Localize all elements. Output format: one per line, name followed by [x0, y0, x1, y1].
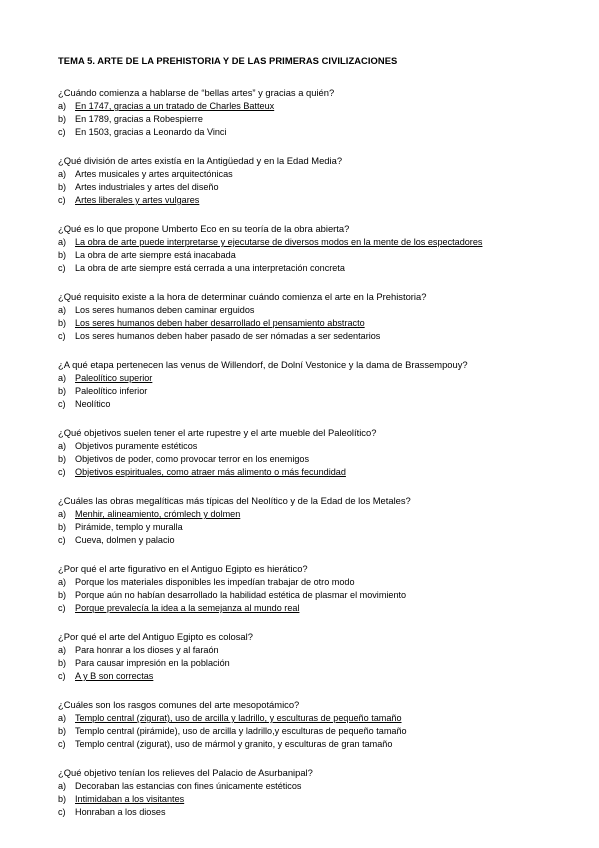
answer-option — [58, 453, 548, 466]
answer-option — [58, 793, 548, 806]
answer-option — [58, 534, 548, 547]
option-letter: b) — [58, 182, 67, 192]
question-text: ¿Qué objetivo tenían los relieves del Palacio de Asurbanipal? — [58, 767, 313, 778]
option-letter: c) — [58, 399, 66, 409]
option-letter: b) — [58, 114, 67, 124]
question-text: ¿A qué etapa pertenecen las venus de Willendorf, de Dolní Vestonice y la dama de Brassempouy? — [58, 359, 468, 370]
option-letter: b) — [58, 454, 67, 464]
option-letter: b) — [58, 522, 67, 532]
answer-option — [58, 330, 548, 343]
correct-answer-text: Paleolítico superior — [75, 373, 153, 383]
question-list — [58, 87, 548, 819]
option-letter: b) — [58, 794, 67, 804]
option-letter: a) — [58, 373, 67, 383]
correct-answer-text: Templo central (zigurat), uso de arcilla y ladrillo, y esculturas de pequeño tamaño — [75, 713, 402, 723]
answer-option — [58, 262, 548, 275]
option-letter: b) — [58, 726, 67, 736]
answer-option — [58, 100, 548, 113]
option-letter: c) — [58, 807, 66, 817]
correct-answer-text: Artes liberales y artes vulgares — [75, 195, 200, 205]
correct-answer-text: Objetivos espirituales, como atraer más alimento o más fecundidad — [75, 467, 346, 477]
option-letter: c) — [58, 739, 66, 749]
option-letter: a) — [58, 577, 67, 587]
option-letter: b) — [58, 250, 67, 260]
option-text: Decoraban las estancias con fines únicamente estéticos — [75, 781, 302, 791]
option-text: Para honrar a los dioses y al faraón — [75, 645, 219, 655]
question-text: ¿Por qué el arte figurativo en el Antiguo Egipto es hierático? — [58, 563, 308, 574]
option-text: En 1503, gracias a Leonardo da Vinci — [75, 127, 227, 137]
answer-option — [58, 385, 548, 398]
option-text: Objetivos puramente estéticos — [75, 441, 198, 451]
answer-option — [58, 194, 548, 207]
option-letter: a) — [58, 101, 67, 111]
answer-option — [58, 725, 548, 738]
answer-option — [58, 508, 548, 521]
option-text: Pirámide, templo y muralla — [75, 522, 183, 532]
option-letter: a) — [58, 781, 67, 791]
option-letter: c) — [58, 467, 66, 477]
option-text: Neolítico — [75, 399, 111, 409]
question-block — [58, 155, 548, 207]
option-letter: c) — [58, 195, 66, 205]
option-letter: c) — [58, 331, 66, 341]
option-letter: c) — [58, 263, 66, 273]
option-text: En 1789, gracias a Robespierre — [75, 114, 203, 124]
option-text: La obra de arte siempre está inacabada — [75, 250, 236, 260]
answer-option — [58, 602, 548, 615]
answer-option — [58, 521, 548, 534]
correct-answer-text: Porque prevalecía la idea a la semejanza al mundo real — [75, 603, 300, 613]
option-text: La obra de arte siempre está cerrada a una interpretación concreta — [75, 263, 345, 273]
option-letter: a) — [58, 305, 67, 315]
answer-option — [58, 236, 548, 249]
answer-option — [58, 304, 548, 317]
answer-option — [58, 806, 548, 819]
answer-option — [58, 440, 548, 453]
correct-answer-text: En 1747, gracias a un tratado de Charles Batteux — [75, 101, 275, 111]
answer-option — [58, 249, 548, 262]
option-letter: a) — [58, 645, 67, 655]
option-letter: b) — [58, 318, 67, 328]
answer-option — [58, 589, 548, 602]
question-block — [58, 631, 548, 683]
question-block — [58, 359, 548, 411]
document-title: TEMA 5. ARTE DE LA PREHISTORIA Y DE LAS PRIMERAS CIVILIZACIONES — [58, 55, 398, 66]
answer-option — [58, 126, 548, 139]
correct-answer-text: La obra de arte puede interpretarse y ejecutarse de diversos modos en la mente de los espectadores — [75, 237, 483, 247]
answer-option — [58, 317, 548, 330]
option-text: Los seres humanos deben haber pasado de ser nómadas a ser sedentarios — [75, 331, 381, 341]
option-text: Cueva, dolmen y palacio — [75, 535, 175, 545]
option-letter: a) — [58, 441, 67, 451]
question-text: ¿Qué requisito existe a la hora de determinar cuándo comienza el arte en la Prehistoria? — [58, 291, 427, 302]
option-text: Porque los materiales disponibles les impedían trabajar de otro modo — [75, 577, 355, 587]
correct-answer-text: Menhir, alineamiento, crómlech y dolmen — [75, 509, 241, 519]
option-letter: c) — [58, 127, 66, 137]
option-text: Honraban a los dioses — [75, 807, 166, 817]
option-letter: a) — [58, 169, 67, 179]
correct-answer-text: Los seres humanos deben haber desarrollado el pensamiento abstracto — [75, 318, 365, 328]
correct-answer-text: Intimidaban a los visitantes — [75, 794, 185, 804]
question-text: ¿Cuáles las obras megalíticas más típicas del Neolítico y de la Edad de los Metales? — [58, 495, 411, 506]
option-text: Porque aún no habían desarrollado la habilidad estética de plasmar el movimiento — [75, 590, 407, 600]
answer-option — [58, 398, 548, 411]
option-text: Artes industriales y artes del diseño — [75, 182, 219, 192]
answer-option — [58, 576, 548, 589]
answer-option — [58, 181, 548, 194]
option-text: Templo central (pirámide), uso de arcilla y ladrillo,y esculturas de pequeño tamaño — [75, 726, 407, 736]
answer-option — [58, 670, 548, 683]
answer-option — [58, 644, 548, 657]
correct-answer-text: A y B son correctas — [75, 671, 154, 681]
question-block — [58, 699, 548, 751]
option-letter: a) — [58, 509, 67, 519]
question-block — [58, 291, 548, 343]
option-letter: b) — [58, 386, 67, 396]
answer-option — [58, 113, 548, 126]
option-letter: b) — [58, 590, 67, 600]
question-block — [58, 563, 548, 615]
option-text: Para causar impresión en la población — [75, 658, 230, 668]
option-text: Artes musicales y artes arquitectónicas — [75, 169, 233, 179]
option-letter: c) — [58, 671, 66, 681]
option-letter: c) — [58, 535, 66, 545]
option-text: Objetivos de poder, como provocar terror en los enemigos — [75, 454, 310, 464]
question-text: ¿Qué división de artes existía en la Antigüedad y en la Edad Media? — [58, 155, 343, 166]
answer-option — [58, 372, 548, 385]
answer-option — [58, 712, 548, 725]
option-letter: a) — [58, 713, 67, 723]
option-letter: c) — [58, 603, 66, 613]
question-block — [58, 767, 548, 819]
question-text: ¿Cuáles son los rasgos comunes del arte mesopotámico? — [58, 699, 300, 710]
option-letter: b) — [58, 658, 67, 668]
question-text: ¿Qué es lo que propone Umberto Eco en su teoría de la obra abierta? — [58, 223, 350, 234]
option-text: Templo central (zigurat), uso de mármol y granito, y esculturas de gran tamaño — [75, 739, 393, 749]
answer-option — [58, 466, 548, 479]
question-text: ¿Qué objetivos suelen tener el arte rupestre y el arte mueble del Paleolítico? — [58, 427, 377, 438]
question-block — [58, 87, 548, 139]
document-page — [58, 55, 548, 835]
option-letter: a) — [58, 237, 67, 247]
question-block — [58, 427, 548, 479]
option-text: Los seres humanos deben caminar erguidos — [75, 305, 255, 315]
answer-option — [58, 657, 548, 670]
question-block — [58, 223, 548, 275]
answer-option — [58, 738, 548, 751]
question-block — [58, 495, 548, 547]
answer-option — [58, 168, 548, 181]
answer-option — [58, 780, 548, 793]
question-text: ¿Cuándo comienza a hablarse de “bellas artes” y gracias a quién? — [58, 87, 335, 98]
option-text: Paleolítico inferior — [75, 386, 148, 396]
question-text: ¿Por qué el arte del Antiguo Egipto es colosal? — [58, 631, 253, 642]
